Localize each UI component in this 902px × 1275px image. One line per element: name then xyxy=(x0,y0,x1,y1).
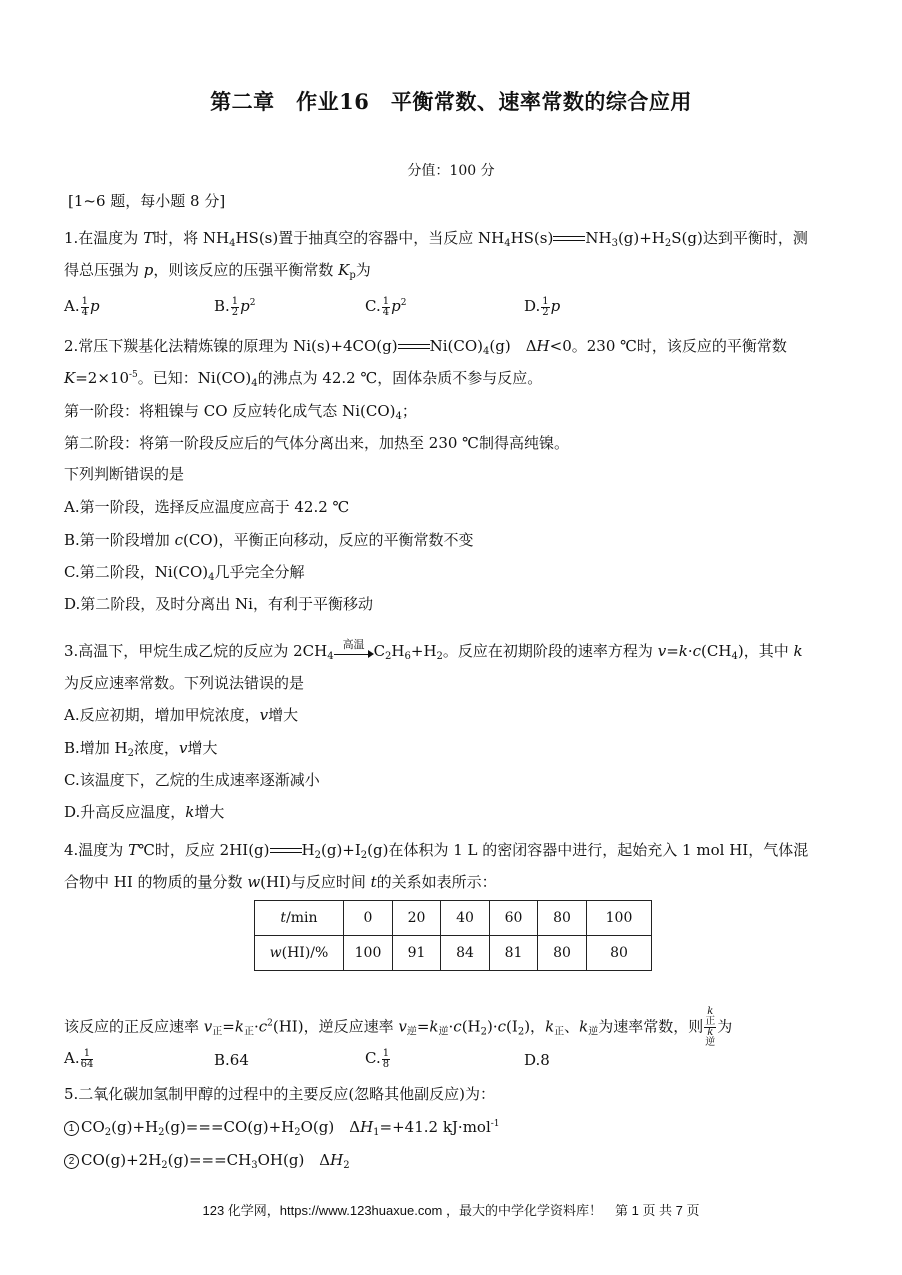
table-header-cell: t/min xyxy=(255,901,344,936)
q2-line-1: 2.常压下羰基化法精炼镍的原理为 Ni(s)+4CO(g) $Ni(CO)_4(g)$ ΔH<0。230 ℃时，该反应的平衡常数 xyxy=(64,337,787,357)
table-cell: 60 xyxy=(490,901,538,936)
q5-reaction-1: 1 $CO_2(g)+H_2(g)===CO(g)+H_2O(g)$ $\Delta H_1=+41.2$ kJ·mol$^{-1}$ xyxy=(64,1117,500,1137)
q2-option-b: B.第一阶段增加 c(CO)，平衡正向移动，反应的平衡常数不变 xyxy=(64,531,474,549)
hi-fraction-table xyxy=(254,900,652,971)
table-row xyxy=(255,936,652,971)
q1-option-b: B. $\frac{1}{2}$ $p^2$ xyxy=(214,295,256,318)
q2-line-3: 第一阶段：将粗镍与 CO 反应转化成气态 $Ni(CO)_4$； xyxy=(64,402,417,422)
q3-option-c: C.该温度下，乙烷的生成速率逐渐减小 xyxy=(64,771,320,789)
page-footer: 123 化学网，https://www.123huaxue.com ，最大的中学化学资料库！ 第 1 页 共 7 页 xyxy=(202,1203,700,1218)
q3-line-1: 3.高温下，甲烷生成乙烷的反应为 $2CH_4$ 高温 $C_2H_6+H_2$。反应在初期阶段的速率方程为 $v=k\cdot c(CH_4)$，其中 k xyxy=(64,638,803,662)
q4-line-1: 4.温度为 T℃时，反应 2HI(g) $H_2(g)+I_2(g)$在体积为 1 L 的密闭容器中进行，起始充入 1 mol HI，气体混 xyxy=(64,841,809,861)
q2-line-2: $K=2\times 10^{-5}$。已知：$Ni(CO)_4$的沸点为 42.2 ℃，固体杂质不参与反应。 xyxy=(64,369,543,389)
q1-option-d: D. $\frac{1}{2}$ p xyxy=(524,295,561,318)
score-info: 分值：100 分 xyxy=(407,163,495,179)
q4-option-d: D.8 xyxy=(524,1051,550,1069)
q2-line-5: 下列判断错误的是 xyxy=(64,465,185,483)
circled-number-1: 1 xyxy=(64,1121,79,1136)
q3-option-b: B.增加 $H_2$浓度，v增大 xyxy=(64,739,218,759)
q4-line-2: 合物中 HI 的物质的量分数 w(HI)与反应时间 t的关系如表所示： xyxy=(64,873,497,891)
page-title: 第二章 作业16 平衡常数、速率常数的综合应用 xyxy=(210,89,692,114)
q5-reaction-2: 2 $CO(g)+2H_2(g)===CH_3OH(g)$ $\Delta H_2$ xyxy=(64,1150,350,1170)
table-cell: 0 xyxy=(344,901,393,936)
q3-line-2: 为反应速率常数。下列说法错误的是 xyxy=(64,674,305,692)
table-cell: 100 xyxy=(344,936,393,971)
q2-line-4: 第二阶段：将第一阶段反应后的气体分离出来，加热至 230 ℃制得高纯镍。 xyxy=(64,434,569,452)
table-header-cell: w(HI)/% xyxy=(255,936,344,971)
table-cell: 80 xyxy=(538,901,587,936)
q1-line-2: 得总压强为 p，则该反应的压强平衡常数 $K_p$为 xyxy=(64,261,371,281)
q2-option-a: A.第一阶段，选择反应温度应高于 42.2 ℃ xyxy=(64,498,350,516)
table-cell: 100 xyxy=(587,901,652,936)
circled-number-2: 2 xyxy=(64,1154,79,1169)
equilibrium-arrow-icon xyxy=(270,846,302,856)
table-cell: 40 xyxy=(441,901,490,936)
equilibrium-arrow-icon xyxy=(553,234,585,244)
q1-line-1: 1.在温度为 T时，将 $NH_4HS(s)$置于抽真空的容器中，当反应 $NH_4HS(s)$ $NH_3(g)+H_2S(g)$达到平衡时，测 xyxy=(64,229,808,249)
q4-option-a: A. $\frac{1}{64}$ xyxy=(64,1047,94,1070)
q4-option-c: C. $\frac{1}{8}$ xyxy=(365,1047,390,1070)
q4-line-3: 该反应的正反应速率 $v_正=k_正\cdot c^2(HI)$，逆反应速率 $v_逆=k_逆\cdot c(H_2)\cdot c(I_2)$，$k_正$、$k_逆$为速率常数，则 k 正 k 逆 为 xyxy=(64,1006,733,1048)
table-cell: 81 xyxy=(490,936,538,971)
q5-line-1: 5.二氧化碳加氢制甲醇的过程中的主要反应(忽略其他副反应)为： xyxy=(64,1085,496,1103)
q2-option-c: C.第二阶段，$Ni(CO)_4$几乎完全分解 xyxy=(64,563,305,583)
equilibrium-arrow-icon xyxy=(398,342,430,352)
table-row xyxy=(255,901,652,936)
q1-option-a: A. $\frac{1}{4}$ p xyxy=(64,295,100,318)
q3-option-d: D.升高反应温度，k增大 xyxy=(64,803,225,821)
q1-option-c: C. $\frac{1}{4}$ $p^2$ xyxy=(365,295,407,318)
table-cell: 20 xyxy=(393,901,441,936)
table-cell: 91 xyxy=(393,936,441,971)
table-cell: 84 xyxy=(441,936,490,971)
table-cell: 80 xyxy=(538,936,587,971)
reaction-arrow-icon: 高温 xyxy=(334,644,374,660)
section-note: [1~6 题，每小题 8 分] xyxy=(68,192,226,210)
table-cell: 80 xyxy=(587,936,652,971)
q2-option-d: D.第二阶段，及时分离出 Ni，有利于平衡移动 xyxy=(64,595,373,613)
q3-option-a: A.反应初期，增加甲烷浓度，v增大 xyxy=(64,706,299,724)
q4-option-b: B.64 xyxy=(214,1051,249,1069)
